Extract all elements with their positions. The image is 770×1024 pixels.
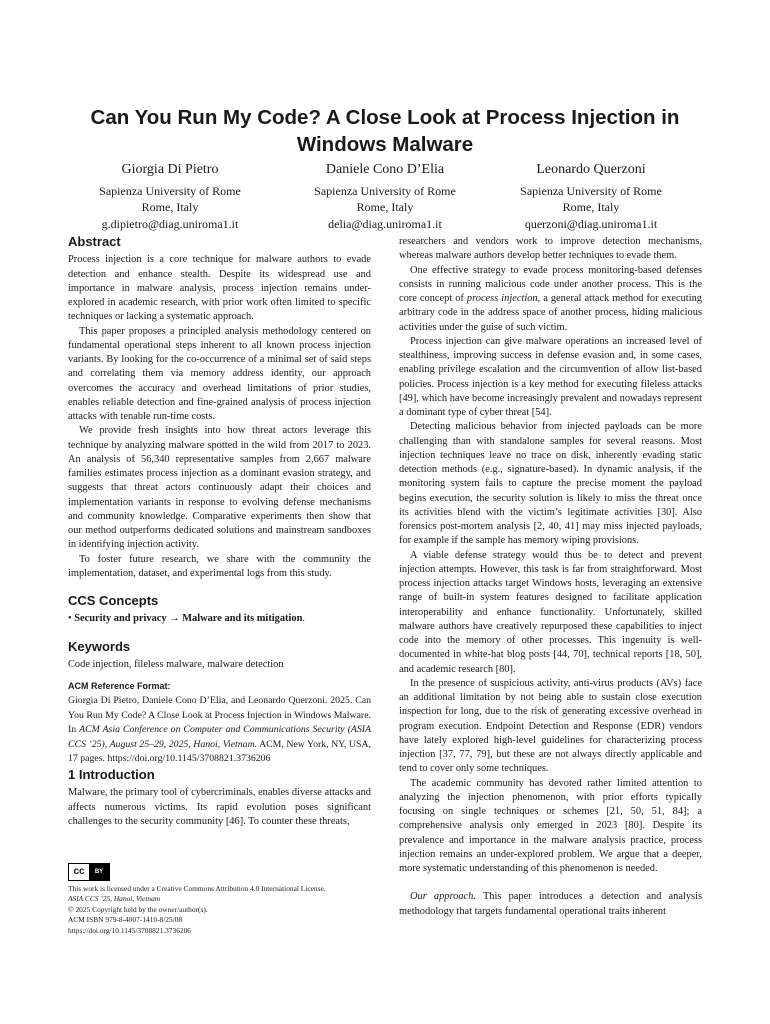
body-paragraph: Process injection can give malware operations an increased level of stealthiness, improving success in defense evasion and, in some cases, enabling privilege escalation and the circumvention of allow list-based policies. Process injection is a key method for executing fileless attacks [49], which have become increasingly prevalent and nowadays represent a dominant type of cyber threat [54]. [399, 335, 702, 418]
ccs-bullet: • [68, 613, 72, 625]
doi-link[interactable]: https://doi.org/10.1145/3708821.3736206 [68, 925, 191, 935]
reference-venue: ACM Asia Conference on Computer and Communications Security (ASIA CCS ’25), August 25–29, 2025, Hanoi, Vietnam. [68, 724, 371, 750]
acm-reference [68, 679, 371, 766]
introduction-heading: 1 Introduction [68, 767, 155, 782]
paper-title [60, 104, 710, 158]
by-logo-icon: BY [89, 864, 109, 880]
ccs-item: Malware and its mitigation [182, 613, 303, 625]
arrow-icon: → [169, 613, 180, 625]
body-paragraph [399, 890, 702, 919]
copyright-text: © 2025 Copyright held by the owner/author(s). [68, 904, 208, 914]
body-text: One effective strategy to evade process monitoring-based defenses consists in running malicious code under another process. This is the core concept of [399, 264, 702, 304]
body-paragraph: researchers and vendors work to improve detection mechanisms, whereas malware authors develop better techniques to evade them. [399, 236, 702, 262]
author-location: Rome, Italy [562, 200, 620, 214]
cc-by-license-icon[interactable] [68, 863, 110, 881]
author-email: querzoni@diag.uniroma1.it [524, 216, 658, 231]
author-block-3 [476, 162, 706, 232]
venue-text: ASIA CCS ’25, Hanoi, Vietnam [68, 894, 161, 904]
author-affiliation: Sapienza University of Rome [520, 183, 662, 198]
reference-heading: ACM Reference Format: [68, 681, 171, 691]
reference-rest: ACM, New York, NY, USA, 17 pages. https://doi.org/10.1145/3708821.3736206 [68, 738, 371, 765]
abstract-section [68, 235, 371, 581]
author-name: Daniele Cono D’Elia [325, 162, 445, 177]
right-column [399, 235, 702, 919]
body-paragraph: The academic community has devoted rather limited attention to analyzing the injection phenomenon, with prior efforts typically focusing on single techniques or schemes [21, 50, 51, 84]; a comprehensive analysis only emerged in 2023 [80]. Despite its prevalence and importance in the malware analysis practice, process injection remains an under-explored problem. We argue that a deeper, more systematic understanding of this phenomenon is needed. [399, 777, 702, 874]
body-text: This paper introduces a detection and analysis methodology that targets fundamental operational traits inherent [399, 891, 702, 917]
ccs-concepts [68, 612, 371, 626]
isbn-text: ACM ISBN 979-8-4007-1410-8/25/08 [68, 915, 183, 925]
author-location: Rome, Italy [356, 200, 414, 214]
body-paragraph [399, 264, 702, 335]
author-block-2 [270, 162, 500, 232]
keywords-section [68, 640, 371, 673]
our-approach-label: Our approach. [410, 891, 476, 903]
ccs-end: . [302, 613, 305, 625]
abstract-paragraph: Process injection is a core technique for malware authors to evade detection and enhance stealth. Despite its widespread use and importance in malware analysis, process injection remains under-explored in academic research, with prior work often limited to specific techniques or lacking a systematic approach. [68, 254, 371, 323]
keywords-text: Code injection, fileless malware, malware detection [68, 659, 284, 671]
author-name: Leonardo Querzoni [536, 162, 646, 177]
body-text: , a general attack method for executing arbitrary code in the address space of another process, hiding malicious activities under the guise of such victim. [399, 293, 702, 333]
ccs-section [68, 594, 371, 627]
body-paragraph: Detecting malicious behavior from injected payloads can be more challenging than with standalone samples for several reasons. Most injection techniques leave no trace on disk, inherently evading static detection methods (e.g., signature-based). In dynamic analysis, if the monitoring system fails to capture the precise moment the payload begins execution, the security solution is likely to miss the threat once its activities blend with the victim’s legitimate activities [30]. Also forensics post-mortem analysis [2, 40, 41] may miss injected payloads, for example if the sample has memory wiping provisions. [399, 421, 702, 547]
title-line-1: Can You Run My Code? A Close Look at Process Injection in [90, 106, 680, 129]
introduction-section [68, 768, 371, 829]
footnote-license [68, 863, 371, 936]
keywords-heading: Keywords [68, 639, 131, 654]
body-paragraph: In the presence of suspicious activity, anti-virus products (AVs) face an additional limitation by not being able to sustain close execution inspection for long, due to the risk of generating excessive overhead in program execution. Endpoint Detection and Response (EDR) vendors have lately explored high-level guidelines for characterizing process injection [37, 77, 79], but these are not always directly applicable and tend to cover only some techniques. [399, 677, 702, 775]
ccs-item: Security and privacy [74, 613, 167, 625]
author-affiliation: Sapienza University of Rome [314, 183, 456, 198]
license-text: This work is licensed under a Creative Commons Attribution 4.0 International License. [68, 884, 326, 893]
author-name: Giorgia Di Pietro [121, 162, 219, 177]
abstract-heading: Abstract [68, 234, 121, 249]
introduction-paragraph: Malware, the primary tool of cybercriminals, enables diverse attacks and affects numerous victims. Its rapid evolution poses significant challenges to the security community [46]. To counter these threats, [68, 787, 371, 827]
cc-logo-icon: cc [73, 865, 85, 877]
abstract-paragraph: We provide fresh insights into how threat actors leverage this technique by analyzing malware spotted in the wild from 2017 to 2023. An analysis of 56,340 representative samples from 2,667 malware families estimates process injection as a dominant evasion strategy, and suggests that threat actors continuously adapt their choices and implementation variants in response to evolving defense mechanisms and community knowledge. Comparative experiments then show that our method outperforms dedicated solutions and mainstream sandboxes in identifying injection activity. [68, 425, 371, 551]
abstract-paragraph: To foster future research, we share with the community the implementation, dataset, and experimental logs from this study. [68, 553, 371, 579]
abstract-paragraph: This paper proposes a principled analysis methodology centered on fundamental operational steps inherent to all known process injection variants. By looking for the co-occurrence of a minimal set of said steps and correlating them via memory address identity, our approach overcomes the accuracy and overhead limitations of prior studies, enables reliable detection and fine-grained analysis of process injection attacks with tenable run-time costs. [68, 325, 371, 422]
body-paragraph: A viable defense strategy would thus be to detect and prevent injection attempts. However, this task is far from straightforward. Most process injection attacks target Windows hosts, leveraging an extensive range of built-in system features designed to facilitate application interoperability and enhance functionality. Unfortunately, skilled malware authors have creatively repurposed these capabilities to inject code into the memory of other processes. This ingenuity is well-documented in white-hat blog posts [44, 70], technical reports [18, 50], and academic research [80]. [399, 549, 702, 675]
author-affiliation: Sapienza University of Rome [99, 183, 241, 198]
ccs-heading: CCS Concepts [68, 593, 159, 608]
reference-text [68, 694, 371, 766]
author-location: Rome, Italy [141, 200, 199, 214]
author-email: delia@diag.uniroma1.it [328, 216, 442, 231]
title-line-2: Windows Malware [296, 133, 474, 156]
author-block-1 [55, 162, 285, 232]
author-email: g.dipietro@diag.uniroma1.it [101, 216, 239, 231]
process-injection-term: process injection [466, 293, 538, 304]
reference-authors: Giorgia Di Pietro, Daniele Cono D’Elia, and Leonardo Querzoni. 2025. Can You Run My Code? A Close Look at Process Injection in Windows Malware. In [68, 695, 371, 736]
